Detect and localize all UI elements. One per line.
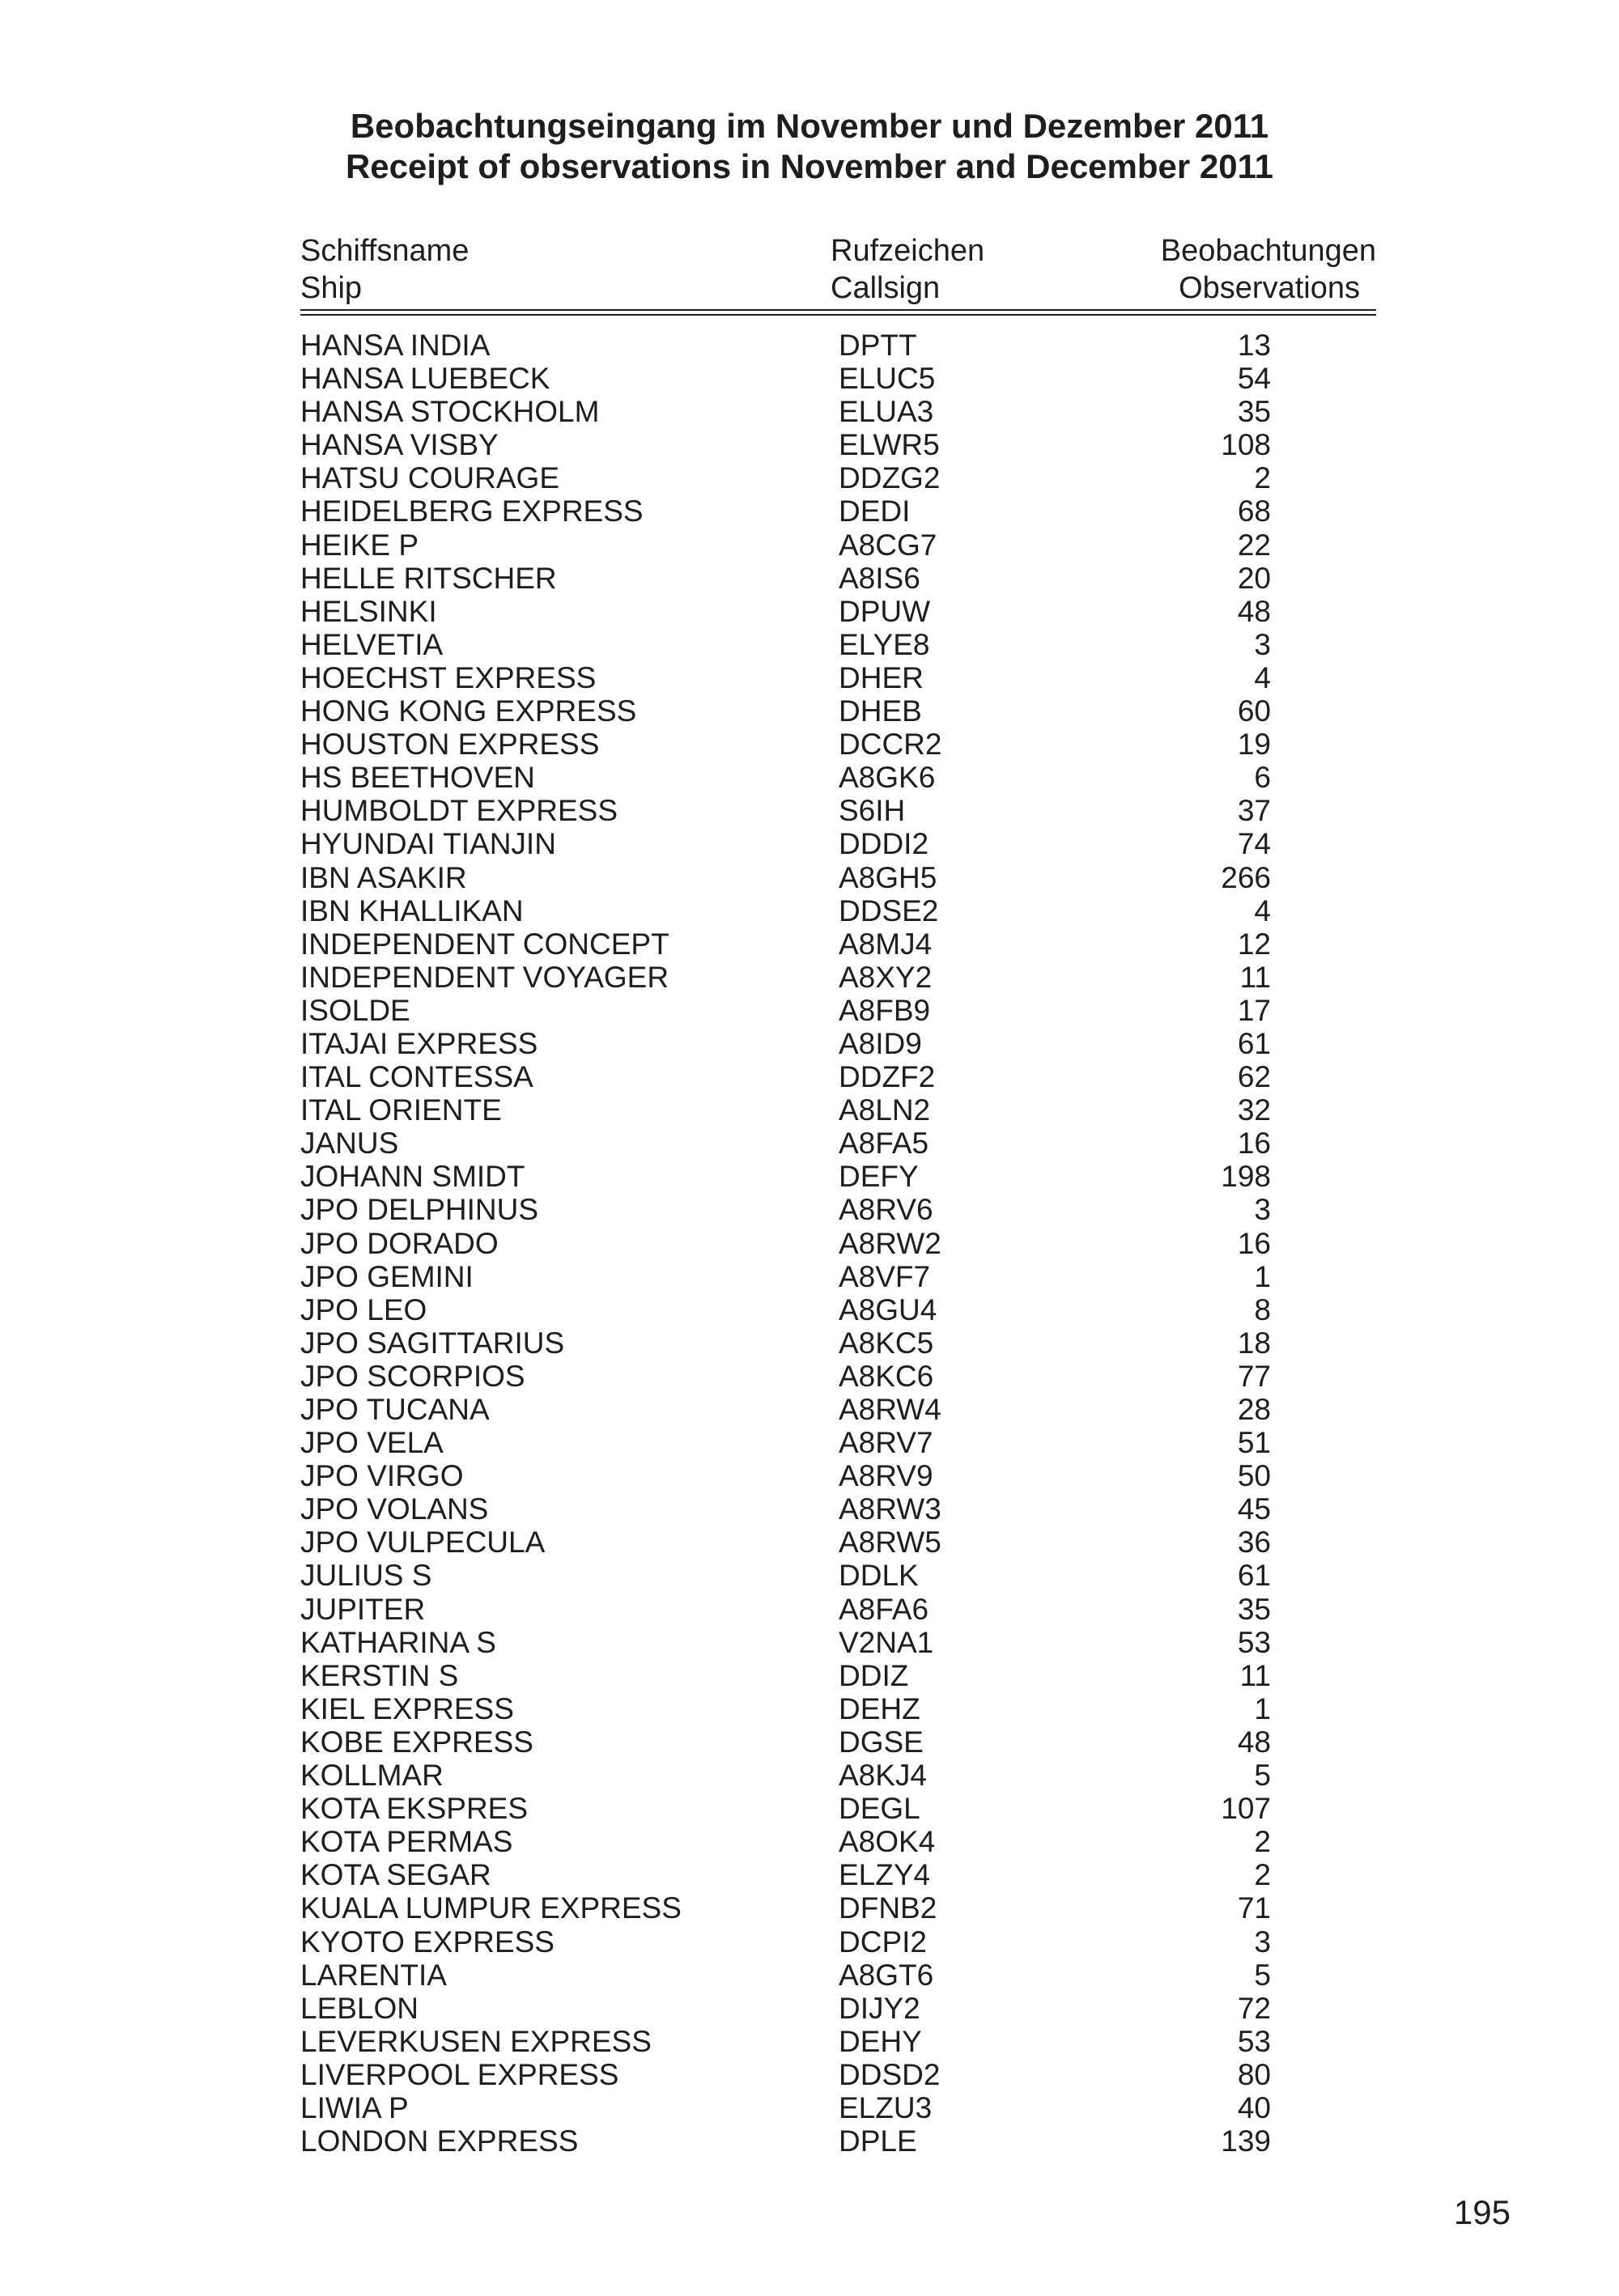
table-row bbox=[0, 1858, 1619, 1891]
table-row bbox=[0, 1260, 1619, 1293]
ship-name-cell: JPO DORADO bbox=[300, 1226, 499, 1260]
table-row bbox=[0, 1759, 1619, 1792]
ship-name-cell: KIEL EXPRESS bbox=[300, 1691, 514, 1725]
column-header-callsign-de: Rufzeichen bbox=[831, 234, 985, 268]
observations-cell: 17 bbox=[1237, 993, 1271, 1027]
observations-cell: 12 bbox=[1237, 927, 1271, 961]
table-row bbox=[0, 661, 1619, 694]
table-row bbox=[0, 1593, 1619, 1626]
ship-name-cell: HELVETIA bbox=[300, 627, 444, 661]
observations-cell: 53 bbox=[1237, 2024, 1271, 2058]
callsign-cell: DHEB bbox=[839, 694, 922, 728]
table-row bbox=[0, 694, 1619, 728]
ship-name-cell: LIVERPOOL EXPRESS bbox=[300, 2057, 619, 2091]
page-number: 195 bbox=[1453, 2193, 1511, 2231]
observations-cell: 68 bbox=[1237, 494, 1271, 528]
table-row bbox=[0, 861, 1619, 894]
table-row bbox=[0, 1293, 1619, 1326]
observations-cell: 1 bbox=[1254, 1691, 1271, 1725]
table-row bbox=[0, 428, 1619, 461]
ship-name-cell: KOBE EXPRESS bbox=[300, 1725, 533, 1759]
ship-name-cell: KERSTIN S bbox=[300, 1658, 459, 1692]
table-row bbox=[0, 2091, 1619, 2124]
table-row bbox=[0, 494, 1619, 528]
callsign-cell: DFNB2 bbox=[839, 1891, 937, 1925]
table-row bbox=[0, 1127, 1619, 1160]
observations-cell: 4 bbox=[1254, 893, 1271, 927]
observations-cell: 72 bbox=[1237, 1991, 1271, 2025]
callsign-cell: DPLE bbox=[839, 2124, 917, 2158]
observations-cell: 5 bbox=[1254, 1958, 1271, 1992]
header-divider-bottom bbox=[300, 314, 1376, 316]
observations-cell: 32 bbox=[1237, 1093, 1271, 1127]
table-row bbox=[0, 994, 1619, 1027]
observations-cell: 48 bbox=[1237, 1725, 1271, 1759]
observations-cell: 62 bbox=[1237, 1060, 1271, 1094]
ship-name-cell: HONG KONG EXPRESS bbox=[300, 694, 637, 728]
callsign-cell: V2NA1 bbox=[839, 1625, 934, 1659]
column-header-ship-de: Schiffsname bbox=[300, 234, 470, 268]
callsign-cell: A8RW2 bbox=[839, 1226, 941, 1260]
ship-name-cell: JPO VELA bbox=[300, 1426, 444, 1460]
table-row bbox=[0, 1060, 1619, 1093]
callsign-cell: DDSE2 bbox=[839, 893, 939, 927]
page-title-german: Beobachtungseingang im November und Dezember 2011 bbox=[350, 107, 1269, 145]
table-row bbox=[0, 1891, 1619, 1925]
callsign-cell: A8XY2 bbox=[839, 960, 933, 994]
callsign-cell: A8RV6 bbox=[839, 1193, 933, 1227]
observations-cell: 13 bbox=[1237, 329, 1271, 362]
observations-cell: 28 bbox=[1237, 1393, 1271, 1426]
callsign-cell: S6IH bbox=[839, 794, 906, 828]
callsign-cell: A8KC6 bbox=[839, 1359, 934, 1393]
ship-name-cell: JPO LEO bbox=[300, 1292, 427, 1326]
table-row bbox=[0, 562, 1619, 595]
table-row bbox=[0, 1692, 1619, 1725]
callsign-cell: DEHZ bbox=[839, 1691, 920, 1725]
observations-cell: 266 bbox=[1221, 860, 1271, 894]
table-row bbox=[0, 2058, 1619, 2091]
table-row bbox=[0, 2124, 1619, 2158]
observations-cell: 20 bbox=[1237, 561, 1271, 595]
callsign-cell: DPTT bbox=[839, 329, 917, 362]
table-row bbox=[0, 1193, 1619, 1226]
callsign-cell: A8MJ4 bbox=[839, 927, 933, 961]
table-row bbox=[0, 395, 1619, 428]
callsign-cell: DEHY bbox=[839, 2024, 922, 2058]
ship-name-cell: ITAL ORIENTE bbox=[300, 1093, 502, 1127]
table-row bbox=[0, 1725, 1619, 1759]
callsign-cell: DDSD2 bbox=[839, 2057, 941, 2091]
callsign-cell: A8KJ4 bbox=[839, 1759, 928, 1793]
ship-name-cell: HANSA INDIA bbox=[300, 329, 491, 362]
ship-name-cell: JPO SAGITTARIUS bbox=[300, 1326, 565, 1360]
observations-cell: 77 bbox=[1237, 1359, 1271, 1393]
observations-cell: 51 bbox=[1237, 1426, 1271, 1460]
callsign-cell: ELWR5 bbox=[839, 428, 940, 462]
callsign-cell: DEDI bbox=[839, 494, 911, 528]
callsign-cell: DPUW bbox=[839, 594, 931, 628]
table-row bbox=[0, 461, 1619, 494]
callsign-cell: ELZU3 bbox=[839, 2090, 933, 2124]
table-row bbox=[0, 794, 1619, 827]
table-row bbox=[0, 1959, 1619, 1992]
ship-name-cell: KOLLMAR bbox=[300, 1759, 444, 1793]
table-row bbox=[0, 1626, 1619, 1659]
callsign-cell: A8CG7 bbox=[839, 528, 937, 562]
observations-cell: 4 bbox=[1254, 660, 1271, 694]
table-row bbox=[0, 1393, 1619, 1426]
ship-name-cell: KOTA SEGAR bbox=[300, 1858, 491, 1892]
callsign-cell: A8RV7 bbox=[839, 1426, 933, 1460]
observations-cell: 3 bbox=[1254, 1925, 1271, 1959]
ship-name-cell: KOTA EKSPRES bbox=[300, 1792, 529, 1826]
callsign-cell: DEFY bbox=[839, 1160, 919, 1194]
ship-name-cell: JPO VULPECULA bbox=[300, 1526, 546, 1560]
callsign-cell: A8GH5 bbox=[839, 860, 937, 894]
table-row bbox=[0, 1825, 1619, 1858]
callsign-cell: A8VF7 bbox=[839, 1259, 931, 1293]
ship-name-cell: HATSU COURAGE bbox=[300, 461, 560, 495]
observations-cell: 61 bbox=[1237, 1559, 1271, 1593]
ship-name-cell: ITAL CONTESSA bbox=[300, 1060, 533, 1094]
ship-name-cell: HELLE RITSCHER bbox=[300, 561, 557, 595]
observations-cell: 108 bbox=[1221, 428, 1271, 462]
ship-name-cell: JUPITER bbox=[300, 1592, 426, 1626]
observations-cell: 48 bbox=[1237, 594, 1271, 628]
observations-cell: 18 bbox=[1237, 1326, 1271, 1360]
callsign-cell: DDZG2 bbox=[839, 461, 941, 495]
ship-name-cell: LIWIA P bbox=[300, 2090, 409, 2124]
callsign-cell: DEGL bbox=[839, 1792, 920, 1826]
ship-name-cell: KYOTO EXPRESS bbox=[300, 1925, 555, 1959]
ship-name-cell: HANSA LUEBECK bbox=[300, 362, 550, 396]
observations-cell: 5 bbox=[1254, 1759, 1271, 1793]
ship-name-cell: HEIDELBERG EXPRESS bbox=[300, 494, 644, 528]
observations-cell: 60 bbox=[1237, 694, 1271, 728]
callsign-cell: DHER bbox=[839, 660, 924, 694]
table-row bbox=[0, 761, 1619, 794]
callsign-cell: A8FA5 bbox=[839, 1127, 929, 1161]
observations-cell: 3 bbox=[1254, 627, 1271, 661]
observations-cell: 36 bbox=[1237, 1526, 1271, 1560]
ship-name-cell: KATHARINA S bbox=[300, 1625, 496, 1659]
table-row bbox=[0, 827, 1619, 860]
callsign-cell: ELYE8 bbox=[839, 627, 930, 661]
ship-name-cell: JPO SCORPIOS bbox=[300, 1359, 525, 1393]
callsign-cell: A8RW4 bbox=[839, 1393, 941, 1426]
page-title-english: Receipt of observations in November and December 2011 bbox=[345, 147, 1274, 185]
ship-name-cell: LEVERKUSEN EXPRESS bbox=[300, 2024, 652, 2058]
observations-cell: 54 bbox=[1237, 362, 1271, 396]
observations-cell: 74 bbox=[1237, 827, 1271, 861]
observations-cell: 6 bbox=[1254, 761, 1271, 795]
callsign-cell: A8FB9 bbox=[839, 993, 931, 1027]
ship-name-cell: IBN KHALLIKAN bbox=[300, 893, 524, 927]
ship-name-cell: HS BEETHOVEN bbox=[300, 761, 535, 795]
observations-cell: 198 bbox=[1221, 1160, 1271, 1194]
table-row bbox=[0, 528, 1619, 562]
table-row bbox=[0, 329, 1619, 362]
callsign-cell: DCCR2 bbox=[839, 728, 942, 762]
ship-name-cell: HANSA STOCKHOLM bbox=[300, 395, 600, 429]
observations-cell: 11 bbox=[1239, 960, 1271, 994]
callsign-cell: DDIZ bbox=[839, 1658, 909, 1692]
callsign-cell: DDLK bbox=[839, 1559, 919, 1593]
callsign-cell: DGSE bbox=[839, 1725, 924, 1759]
table-row bbox=[0, 1227, 1619, 1260]
ship-name-cell: LARENTIA bbox=[300, 1958, 447, 1992]
table-row bbox=[0, 1426, 1619, 1459]
observations-cell: 50 bbox=[1237, 1459, 1271, 1493]
table-row bbox=[0, 628, 1619, 661]
callsign-cell: A8GU4 bbox=[839, 1292, 937, 1326]
ship-name-cell: LEBLON bbox=[300, 1991, 419, 2025]
observations-cell: 1 bbox=[1254, 1259, 1271, 1293]
observations-table bbox=[0, 329, 1619, 2158]
table-row bbox=[0, 2025, 1619, 2058]
table-row bbox=[0, 1526, 1619, 1559]
ship-name-cell: HANSA VISBY bbox=[300, 428, 499, 462]
observations-cell: 40 bbox=[1237, 2090, 1271, 2124]
ship-name-cell: JPO VIRGO bbox=[300, 1459, 464, 1493]
ship-name-cell: HOECHST EXPRESS bbox=[300, 660, 597, 694]
callsign-cell: DDDI2 bbox=[839, 827, 929, 861]
callsign-cell: A8RW3 bbox=[839, 1492, 941, 1526]
callsign-cell: DCPI2 bbox=[839, 1925, 927, 1959]
observations-cell: 37 bbox=[1237, 794, 1271, 828]
ship-name-cell: IBN ASAKIR bbox=[300, 860, 467, 894]
table-row bbox=[0, 362, 1619, 395]
observations-cell: 139 bbox=[1221, 2124, 1271, 2158]
table-row bbox=[0, 1559, 1619, 1592]
callsign-cell: DIJY2 bbox=[839, 1991, 920, 2025]
observations-cell: 8 bbox=[1254, 1292, 1271, 1326]
callsign-cell: A8GK6 bbox=[839, 761, 936, 795]
ship-name-cell: JPO DELPHINUS bbox=[300, 1193, 539, 1227]
column-header-callsign-en: Callsign bbox=[831, 271, 941, 305]
table-row bbox=[0, 1992, 1619, 2025]
observations-cell: 107 bbox=[1221, 1792, 1271, 1826]
header-divider-top bbox=[300, 309, 1376, 311]
ship-name-cell: KUALA LUMPUR EXPRESS bbox=[300, 1891, 682, 1925]
table-row bbox=[0, 961, 1619, 994]
ship-name-cell: JULIUS S bbox=[300, 1559, 432, 1593]
callsign-cell: A8OK4 bbox=[839, 1825, 936, 1859]
observations-cell: 53 bbox=[1237, 1625, 1271, 1659]
observations-cell: 16 bbox=[1237, 1127, 1271, 1161]
table-row bbox=[0, 1925, 1619, 1959]
table-row bbox=[0, 595, 1619, 628]
callsign-cell: DDZF2 bbox=[839, 1060, 936, 1094]
ship-name-cell: JPO TUCANA bbox=[300, 1393, 490, 1426]
callsign-cell: A8RW5 bbox=[839, 1526, 941, 1560]
table-row bbox=[0, 1459, 1619, 1492]
observations-cell: 2 bbox=[1254, 1825, 1271, 1859]
callsign-cell: ELZY4 bbox=[839, 1858, 931, 1892]
observations-cell: 11 bbox=[1239, 1658, 1271, 1692]
ship-name-cell: JPO VOLANS bbox=[300, 1492, 489, 1526]
ship-name-cell: HOUSTON EXPRESS bbox=[300, 728, 600, 762]
callsign-cell: A8GT6 bbox=[839, 1958, 934, 1992]
callsign-cell: ELUC5 bbox=[839, 362, 936, 396]
ship-name-cell: JOHANN SMIDT bbox=[300, 1160, 525, 1194]
table-row bbox=[0, 1093, 1619, 1127]
column-header-observations-en: Observations bbox=[1179, 271, 1360, 305]
observations-cell: 35 bbox=[1237, 1592, 1271, 1626]
ship-name-cell: INDEPENDENT VOYAGER bbox=[300, 960, 669, 994]
table-row bbox=[0, 1360, 1619, 1393]
observations-cell: 45 bbox=[1237, 1492, 1271, 1526]
observations-cell: 61 bbox=[1237, 1026, 1271, 1060]
observations-cell: 3 bbox=[1254, 1193, 1271, 1227]
observations-cell: 35 bbox=[1237, 395, 1271, 429]
observations-cell: 22 bbox=[1237, 528, 1271, 562]
ship-name-cell: ITAJAI EXPRESS bbox=[300, 1026, 538, 1060]
ship-name-cell: HEIKE P bbox=[300, 528, 419, 562]
table-row bbox=[0, 1326, 1619, 1360]
column-header-ship-en: Ship bbox=[300, 271, 363, 305]
table-row bbox=[0, 1659, 1619, 1692]
table-row bbox=[0, 894, 1619, 927]
ship-name-cell: JANUS bbox=[300, 1127, 399, 1161]
callsign-cell: ELUA3 bbox=[839, 395, 934, 429]
callsign-cell: A8IS6 bbox=[839, 561, 920, 595]
callsign-cell: A8KC5 bbox=[839, 1326, 934, 1360]
observations-cell: 80 bbox=[1237, 2057, 1271, 2091]
observations-cell: 19 bbox=[1237, 728, 1271, 762]
ship-name-cell: LONDON EXPRESS bbox=[300, 2124, 579, 2158]
ship-name-cell: HYUNDAI TIANJIN bbox=[300, 827, 556, 861]
observations-cell: 71 bbox=[1237, 1891, 1271, 1925]
ship-name-cell: HELSINKI bbox=[300, 594, 437, 628]
table-row bbox=[0, 1027, 1619, 1060]
observations-cell: 2 bbox=[1254, 461, 1271, 495]
callsign-cell: A8LN2 bbox=[839, 1093, 931, 1127]
ship-name-cell: HUMBOLDT EXPRESS bbox=[300, 794, 618, 828]
table-row bbox=[0, 1160, 1619, 1193]
callsign-cell: A8ID9 bbox=[839, 1026, 922, 1060]
observations-cell: 16 bbox=[1237, 1226, 1271, 1260]
table-row bbox=[0, 728, 1619, 761]
observations-cell: 2 bbox=[1254, 1858, 1271, 1892]
ship-name-cell: JPO GEMINI bbox=[300, 1259, 474, 1293]
table-row bbox=[0, 927, 1619, 961]
table-row bbox=[0, 1492, 1619, 1526]
ship-name-cell: INDEPENDENT CONCEPT bbox=[300, 927, 669, 961]
ship-name-cell: ISOLDE bbox=[300, 993, 410, 1027]
table-row bbox=[0, 1792, 1619, 1825]
callsign-cell: A8RV9 bbox=[839, 1459, 933, 1493]
callsign-cell: A8FA6 bbox=[839, 1592, 929, 1626]
column-header-observations-de: Beobachtungen bbox=[1160, 234, 1376, 268]
ship-name-cell: KOTA PERMAS bbox=[300, 1825, 513, 1859]
